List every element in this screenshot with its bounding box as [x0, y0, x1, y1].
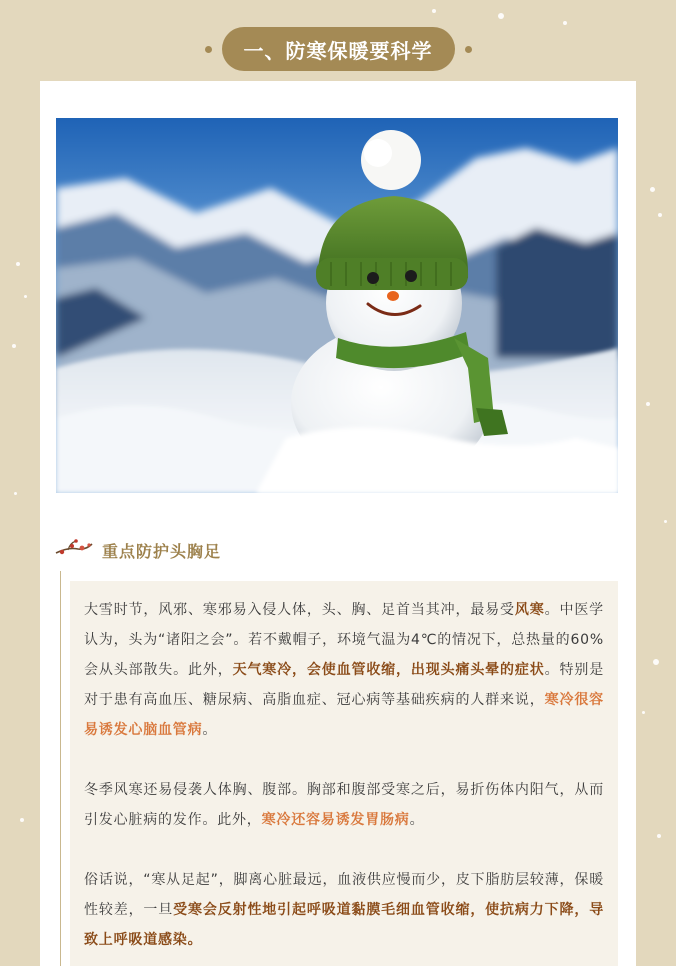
snowman-photo — [56, 118, 618, 493]
text-run: 。 — [409, 812, 425, 828]
snowflake — [20, 818, 24, 822]
highlight-text: 寒冷还容易诱发胃肠病 — [261, 812, 410, 828]
snowflake — [432, 9, 436, 13]
snowflake — [563, 21, 567, 25]
article-text-box — [70, 581, 618, 966]
section-title: 一、防寒保暖要科学 — [222, 27, 455, 71]
snowflake — [646, 402, 650, 406]
snowflake — [498, 13, 504, 19]
subheading: 重点防护头胸足 — [102, 541, 222, 561]
snowflake — [657, 834, 661, 838]
snowflake — [653, 659, 659, 665]
highlight-text: 受寒会反射性地引起呼吸道黏膜毛细血管收缩，使抗病力下降，导致上呼吸道感染。 — [84, 902, 604, 948]
highlight-text: 寒冷很容易诱发心脑血管病 — [84, 692, 604, 738]
text-run: 。特别是对于患有高血压、糖尿病、高脂血症、冠心病等基础疾病的人群来说， — [84, 662, 605, 708]
text-run: 。中医学认为，头为“诸阳之会”。若不戴帽子，环境气温为4℃的情况下，总热量的60%会从头部散失。此外， — [84, 602, 604, 678]
paragraph — [84, 775, 604, 835]
snowflake — [16, 262, 20, 266]
snowflake — [12, 344, 16, 348]
snowflake — [642, 711, 645, 714]
highlight-text: 风寒 — [514, 602, 545, 618]
decor-dot-left — [205, 46, 212, 53]
text-run: 冬季风寒还易侵袭人体胸、腹部。胸部和腹部受寒之后，易折伤体内阳气，从而引发心脏病的发作。此外， — [84, 782, 604, 828]
snowflake — [658, 213, 662, 217]
text-run: 。 — [202, 722, 218, 738]
decor-dot-right — [465, 46, 472, 53]
subheading-row — [54, 535, 221, 565]
snowflake — [14, 492, 17, 495]
text-run: 俗话说，“寒从足起”，脚离心脏最远，血液供应慢而少，皮下脂肪层较薄，保暖性较差，一旦 — [84, 872, 604, 918]
text-run: 大雪时节，风邪、寒邪易入侵人体，头、胸、足首当其冲，最易受 — [84, 602, 515, 618]
section-title-bar — [0, 26, 676, 72]
snowflake — [664, 520, 667, 523]
snowflake — [650, 187, 655, 192]
paragraph — [84, 595, 604, 745]
paragraph — [84, 865, 604, 955]
highlight-text: 天气寒冷，会使血管收缩，出现头痛头晕的症状 — [232, 662, 545, 678]
content-card — [40, 81, 636, 966]
snowflake — [24, 295, 27, 298]
section-divider-line — [60, 571, 61, 966]
plum-branch-icon — [54, 537, 94, 563]
